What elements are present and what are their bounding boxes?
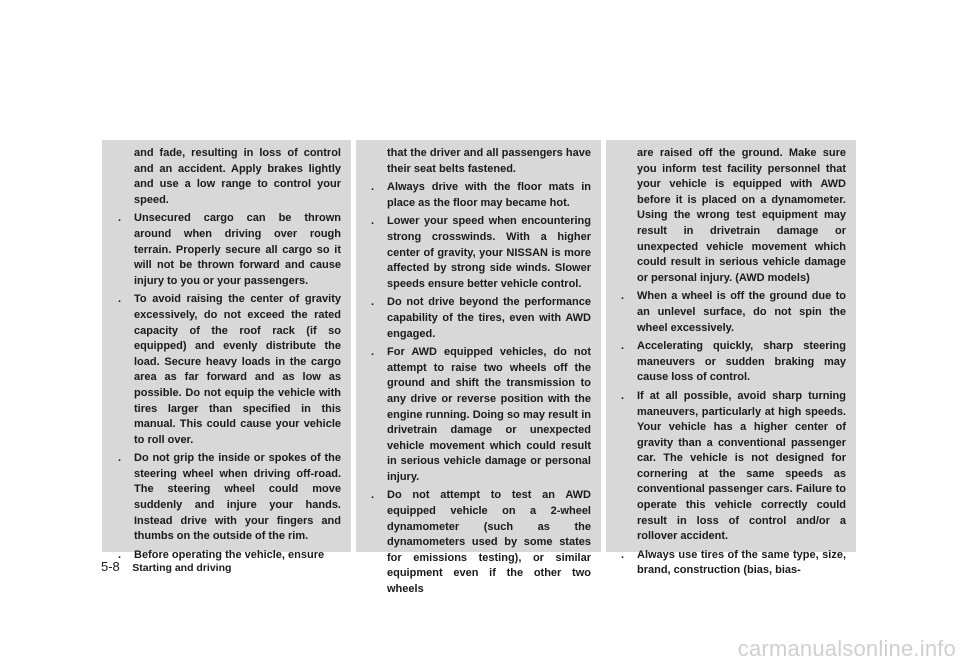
paragraph-text: Unsecured cargo can be thrown around when driving over rough terrain. Properly secure all cargo so it will not be thrown forward and cause injury to you or your passengers. bbox=[134, 212, 341, 287]
bullet-marker: . bbox=[118, 293, 122, 306]
paragraph-text: Accelerating quickly, sharp steering maneuvers or sudden braking may cause loss of control. bbox=[637, 340, 846, 384]
bullet-item bbox=[114, 211, 341, 289]
paragraph-text: that the driver and all passengers have their seat belts fastened. bbox=[387, 147, 591, 175]
bullet-marker: . bbox=[621, 290, 625, 303]
bullet-marker: . bbox=[621, 340, 625, 353]
bullet-marker: . bbox=[371, 181, 375, 194]
bullet-item bbox=[367, 295, 591, 342]
bullet-item bbox=[617, 339, 846, 386]
paragraph-text: and fade, resulting in loss of control and an accident. Apply brakes lightly and use a low range to control your speed. bbox=[134, 147, 341, 206]
bullet-marker: . bbox=[371, 489, 375, 502]
continued-text bbox=[617, 146, 846, 286]
page-number: 5-8 bbox=[101, 559, 120, 574]
continued-text bbox=[367, 146, 591, 177]
text-column-2 bbox=[356, 140, 601, 596]
paragraph-text: For AWD equipped vehicles, do not attempt to raise two wheels off the ground and shift the transmission to any drive or reverse position with the engine running. Doing so may result in drivetrain damage or unexpected vehicle movement which could result in serious vehicle damage or personal injury. bbox=[387, 346, 591, 483]
paragraph-text: To avoid raising the center of gravity excessively, do not exceed the rated capacity of the roof rack (if so equipped) and evenly distribute the load. Secure heavy loads in the cargo area as far forward and as low as possible. Do not equip the vehicle with tires larger than specified in this manual. This could cause your vehicle to roll over. bbox=[134, 293, 341, 446]
text-column-3 bbox=[606, 140, 856, 577]
bullet-marker: . bbox=[371, 346, 375, 359]
paragraph-text: are raised off the ground. Make sure you inform test facility personnel that your vehicle is equipped with AWD before it is placed on a dynamometer. Using the wrong test equipment may result in drivetrain damage or unexpected vehicle movement which could result in serious vehicle damage or personal injury. (AWD models) bbox=[637, 147, 846, 284]
watermark-text: carmanualsonline.info bbox=[737, 636, 956, 661]
bullet-marker: . bbox=[371, 215, 375, 228]
paragraph-text: Always drive with the floor mats in place as the floor may became hot. bbox=[387, 181, 591, 209]
paragraph-text: Do not drive beyond the performance capability of the tires, even with AWD engaged. bbox=[387, 296, 591, 340]
bullet-item bbox=[617, 548, 846, 579]
bullet-item bbox=[114, 292, 341, 448]
bullet-item bbox=[367, 488, 591, 597]
bullet-item bbox=[367, 345, 591, 485]
bullet-marker: . bbox=[118, 452, 122, 465]
bullet-marker: . bbox=[371, 296, 375, 309]
paragraph-text: Lower your speed when encountering strong crosswinds. With a higher center of gravity, your NISSAN is more affected by strong side winds. Slower speeds ensure better vehicle control. bbox=[387, 215, 591, 290]
text-column-1 bbox=[102, 140, 351, 561]
section-title: Starting and driving bbox=[132, 562, 232, 574]
paragraph-text: Before operating the vehicle, ensure bbox=[134, 548, 325, 561]
paragraph-text: Do not grip the inside or spokes of the steering wheel when driving off-road. The steering wheel could move suddenly and injure your hands. Instead drive with your fingers and thumbs on the outside of the rim. bbox=[134, 452, 341, 543]
page-footer bbox=[101, 558, 231, 572]
paragraph-text: Always use tires of the same type, size, brand, construction (bias, bias- bbox=[637, 548, 846, 577]
bullet-item bbox=[617, 289, 846, 336]
bullet-marker: . bbox=[118, 212, 122, 225]
paragraph-text: When a wheel is off the ground due to an unlevel surface, do not spin the wheel excessively. bbox=[637, 290, 846, 334]
bullet-item bbox=[367, 180, 591, 211]
paragraph-text: If at all possible, avoid sharp turning maneuvers, particularly at high speeds. Your vehicle has a higher center of gravity than a conventional passenger car. The vehicle is not designed for cornering at the same speeds as conventional passenger cars. Failure to operate this vehicle correctly could result in loss of control and/or a rollover accident. bbox=[637, 389, 846, 543]
bullet-item bbox=[114, 451, 341, 545]
bullet-item bbox=[617, 389, 846, 545]
bullet-marker: . bbox=[621, 548, 625, 561]
bullet-marker: . bbox=[621, 389, 625, 402]
bullet-marker: . bbox=[118, 548, 122, 561]
continued-text bbox=[114, 146, 341, 208]
paragraph-text: Do not attempt to test an AWD equipped vehicle on a 2-wheel dynamometer (such as the dynamometers used by some states for emissions testing), or similar equipment even if the other two wheels bbox=[387, 489, 591, 596]
bullet-item bbox=[367, 214, 591, 292]
